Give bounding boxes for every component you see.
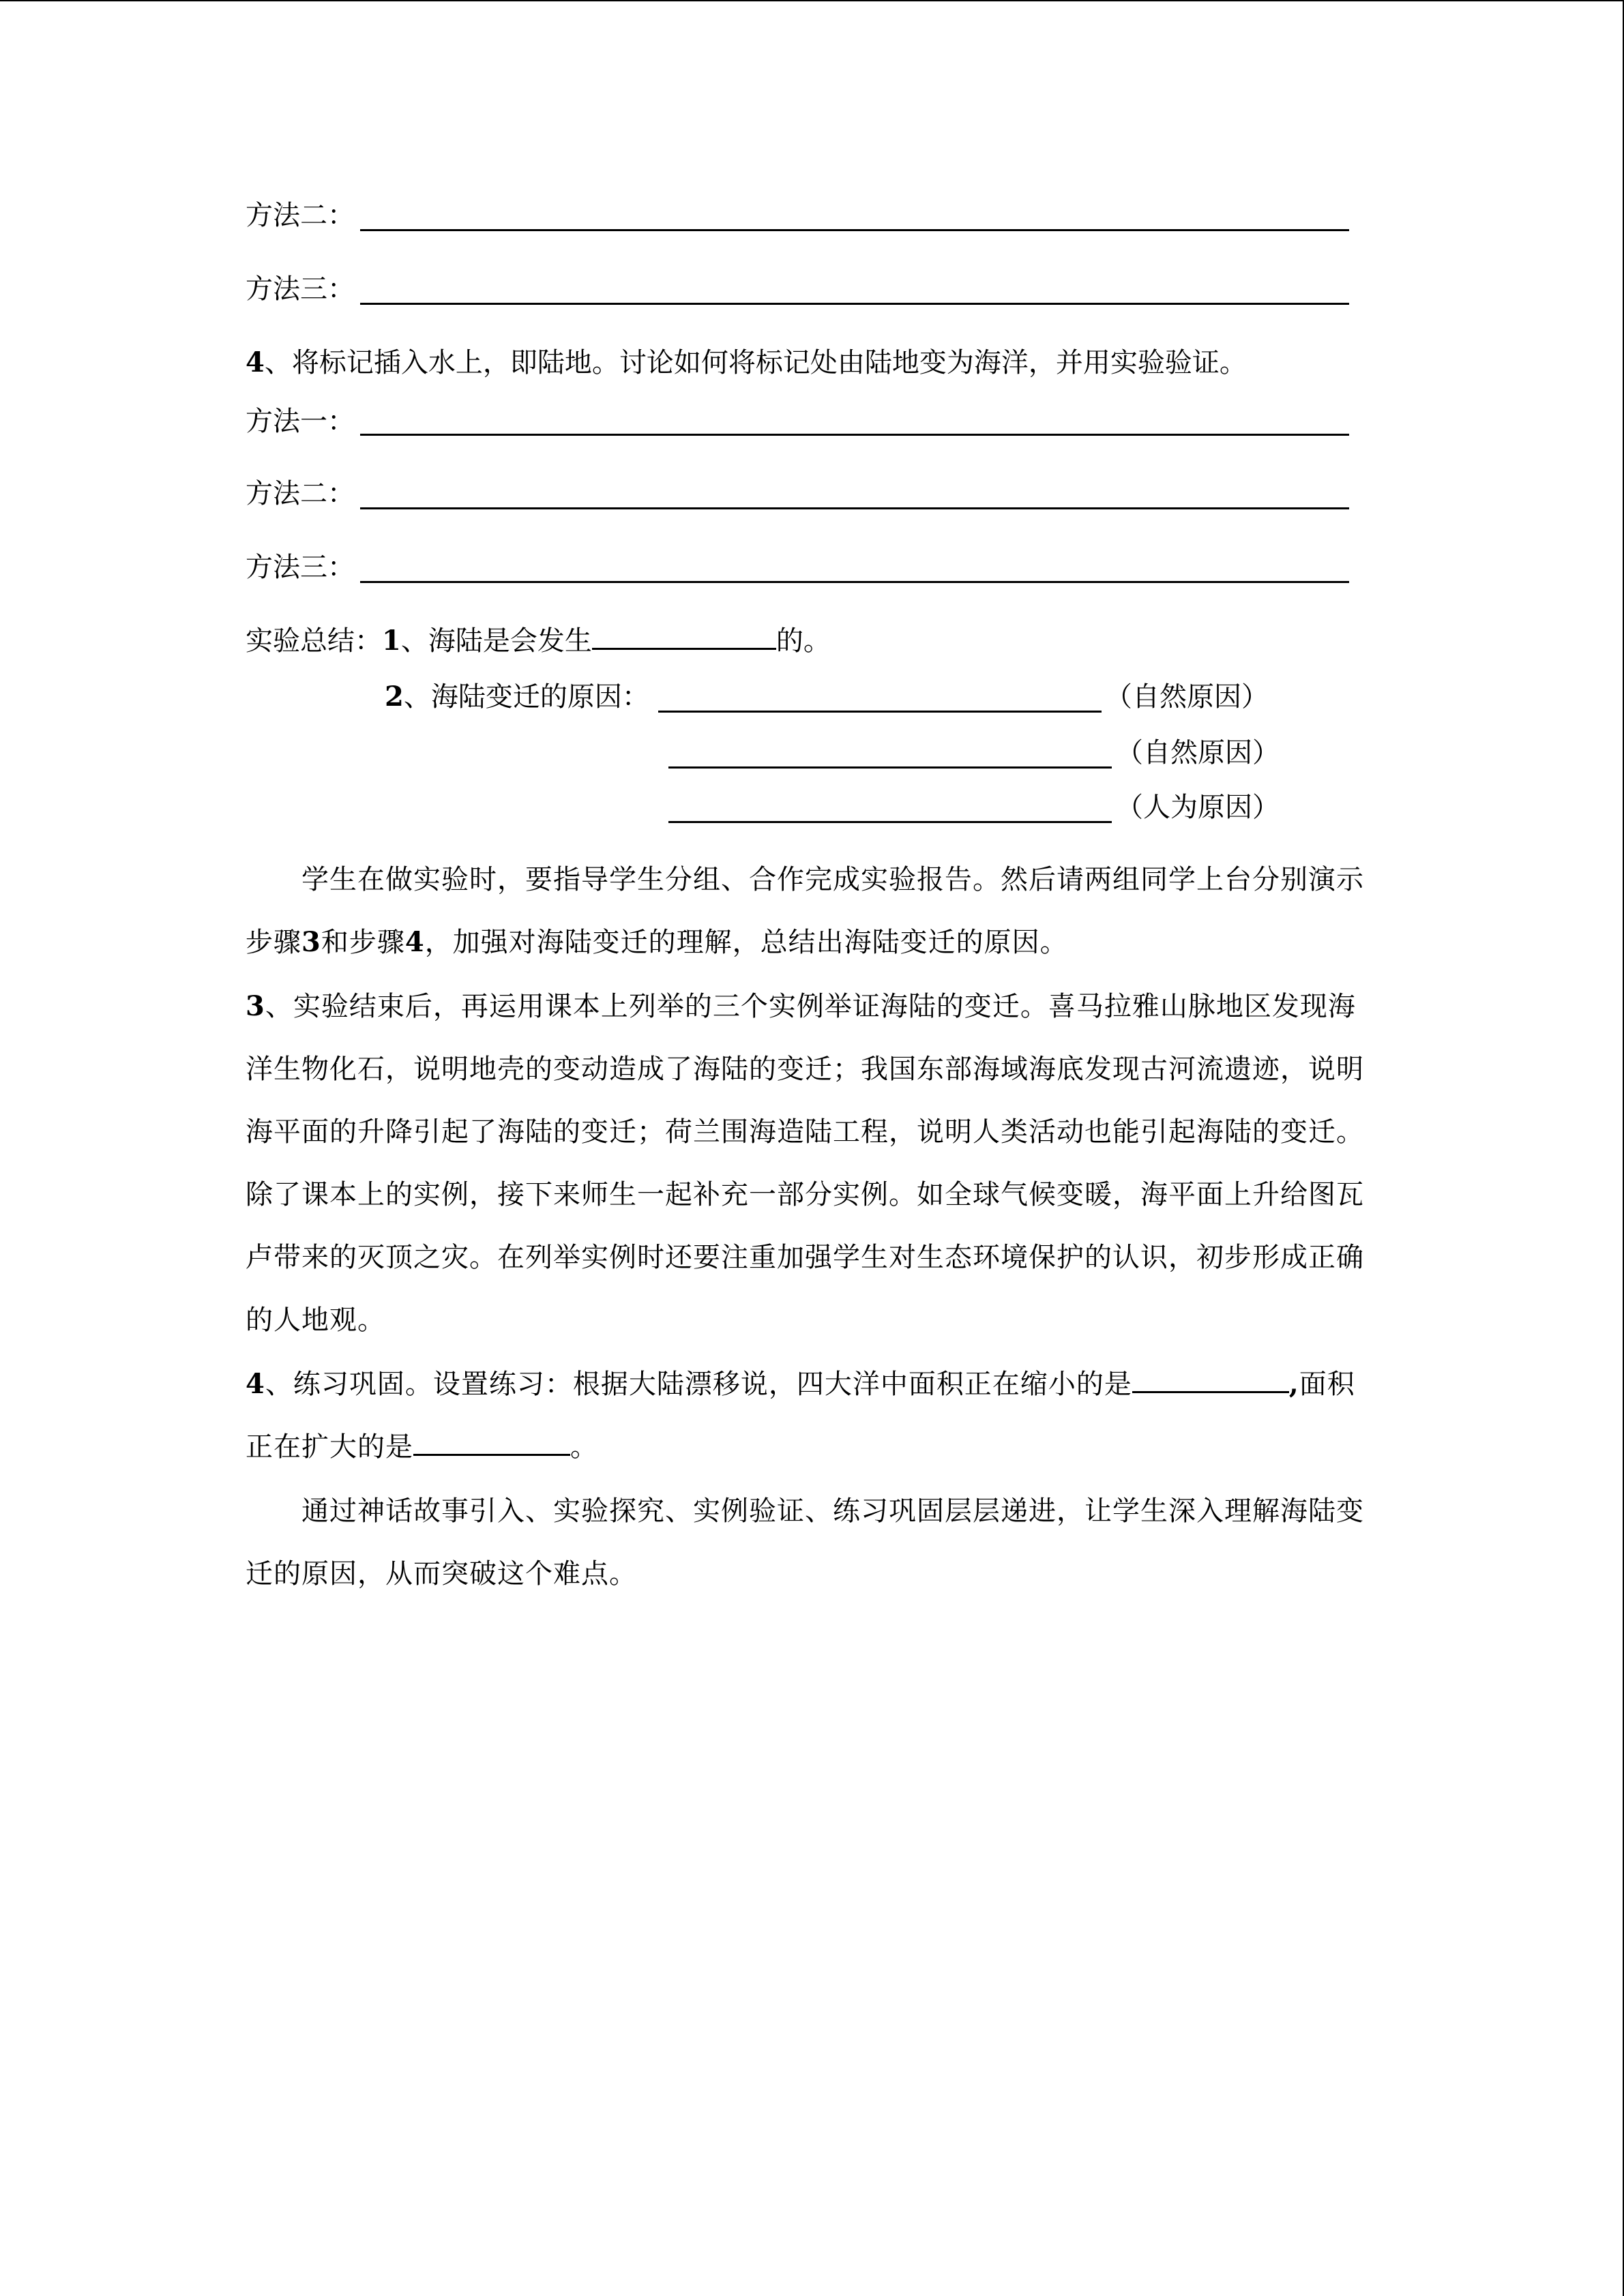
paragraph-examples <box>246 975 1371 1352</box>
summary-item1-number: 1 <box>382 625 401 657</box>
reason-one-blank[interactable] <box>658 711 1102 713</box>
step4-heading-text: 、将标记插入水上，即陆地。讨论如何将标记处由陆地变为海洋，并用实验验证。 <box>264 347 1247 378</box>
paragraph-group-work-text-2: 和步骤 <box>321 927 405 958</box>
paragraph-examples-text: 、实验结束后，再运用课本上列举的三个实例举证海陆的变迁。喜马拉雅山脉地区发现海洋生物化石，说明地壳的变动造成了海陆的变迁；我国东部海域海底发现古河流遗迹，说明海平面的升降引起了海陆的变迁；荷兰围海造陆工程，说明人类活动也能引起海陆的变迁。除了课本上的实例，接下来师生一起补充一部分实例。如全球气候变暖，海平面上升给图瓦卢带来的灭顶之灾。在列举实例时还要注重加强学生对生态环境保护的认识，初步形成正确的人地观。 <box>246 991 1364 1336</box>
paragraph-group-work <box>246 848 1371 974</box>
method-three-label: 方法三： <box>246 273 355 305</box>
method-two-answer-line[interactable] <box>360 229 1349 231</box>
step4-method-three-answer-line[interactable] <box>360 581 1349 583</box>
method-two-label: 方法二： <box>246 200 355 231</box>
step4-method-two-answer-line[interactable] <box>360 507 1349 509</box>
shrinking-ocean-blank[interactable] <box>1132 1371 1289 1393</box>
paragraph-practice <box>246 1353 1371 1478</box>
step4-method-one-label: 方法一： <box>246 406 355 437</box>
paragraph-group-work-text-1: 学生在做实验时，要指导学生分组、合作完成实验报告。然后请两组同学上台分别演示步骤 <box>246 864 1364 958</box>
paragraph-practice-text-2: 面积正在扩大的是 <box>246 1369 1355 1463</box>
summary-item1-suffix: 的。 <box>776 625 831 657</box>
step4-method-three-label: 方法三： <box>246 552 355 583</box>
paragraph-examples-number: 3 <box>246 990 265 1022</box>
step4-heading <box>246 346 1247 379</box>
summary-item2-number: 2 <box>385 681 404 713</box>
summary-line-2 <box>385 681 649 713</box>
step4-number: 4 <box>246 346 265 378</box>
paragraph-group-work-text-3: ，加强对海陆变迁的理解，总结出海陆变迁的原因。 <box>424 927 1068 958</box>
expanding-ocean-blank[interactable] <box>413 1433 570 1456</box>
reason-two-blank[interactable] <box>668 766 1112 769</box>
reason-one-type: （自然原因） <box>1105 681 1269 713</box>
summary-item1-blank[interactable] <box>592 627 776 650</box>
paragraph-practice-end: 。 <box>570 1431 598 1463</box>
paragraph-practice-text-1: 、练习巩固。设置练习：根据大陆漂移说，四大洋中面积正在缩小的是 <box>265 1369 1132 1400</box>
step-ref-3: 3 <box>301 926 321 958</box>
paragraph-practice-comma: , <box>1288 1368 1299 1400</box>
reason-three-blank[interactable] <box>668 821 1112 823</box>
method-three-answer-line[interactable] <box>360 303 1349 305</box>
summary-line-1 <box>246 625 831 657</box>
summary-item2-label: 、海陆变迁的原因： <box>403 681 649 713</box>
reason-three-type: （人为原因） <box>1116 792 1280 823</box>
summary-label: 实验总结： <box>246 625 382 657</box>
step4-method-one-answer-line[interactable] <box>360 434 1349 436</box>
summary-item1-text: 、海陆是会发生 <box>400 625 592 657</box>
step-ref-4: 4 <box>404 926 425 958</box>
paragraph-conclusion: 通过神话故事引入、实验探究、实例验证、练习巩固层层递进，让学生深入理解海陆变迁的原因，从而突破这个难点。 <box>246 1495 1364 1590</box>
reason-two-type: （自然原因） <box>1116 737 1280 769</box>
step4-method-two-label: 方法二： <box>246 478 355 509</box>
paragraph-practice-number: 4 <box>246 1368 265 1400</box>
